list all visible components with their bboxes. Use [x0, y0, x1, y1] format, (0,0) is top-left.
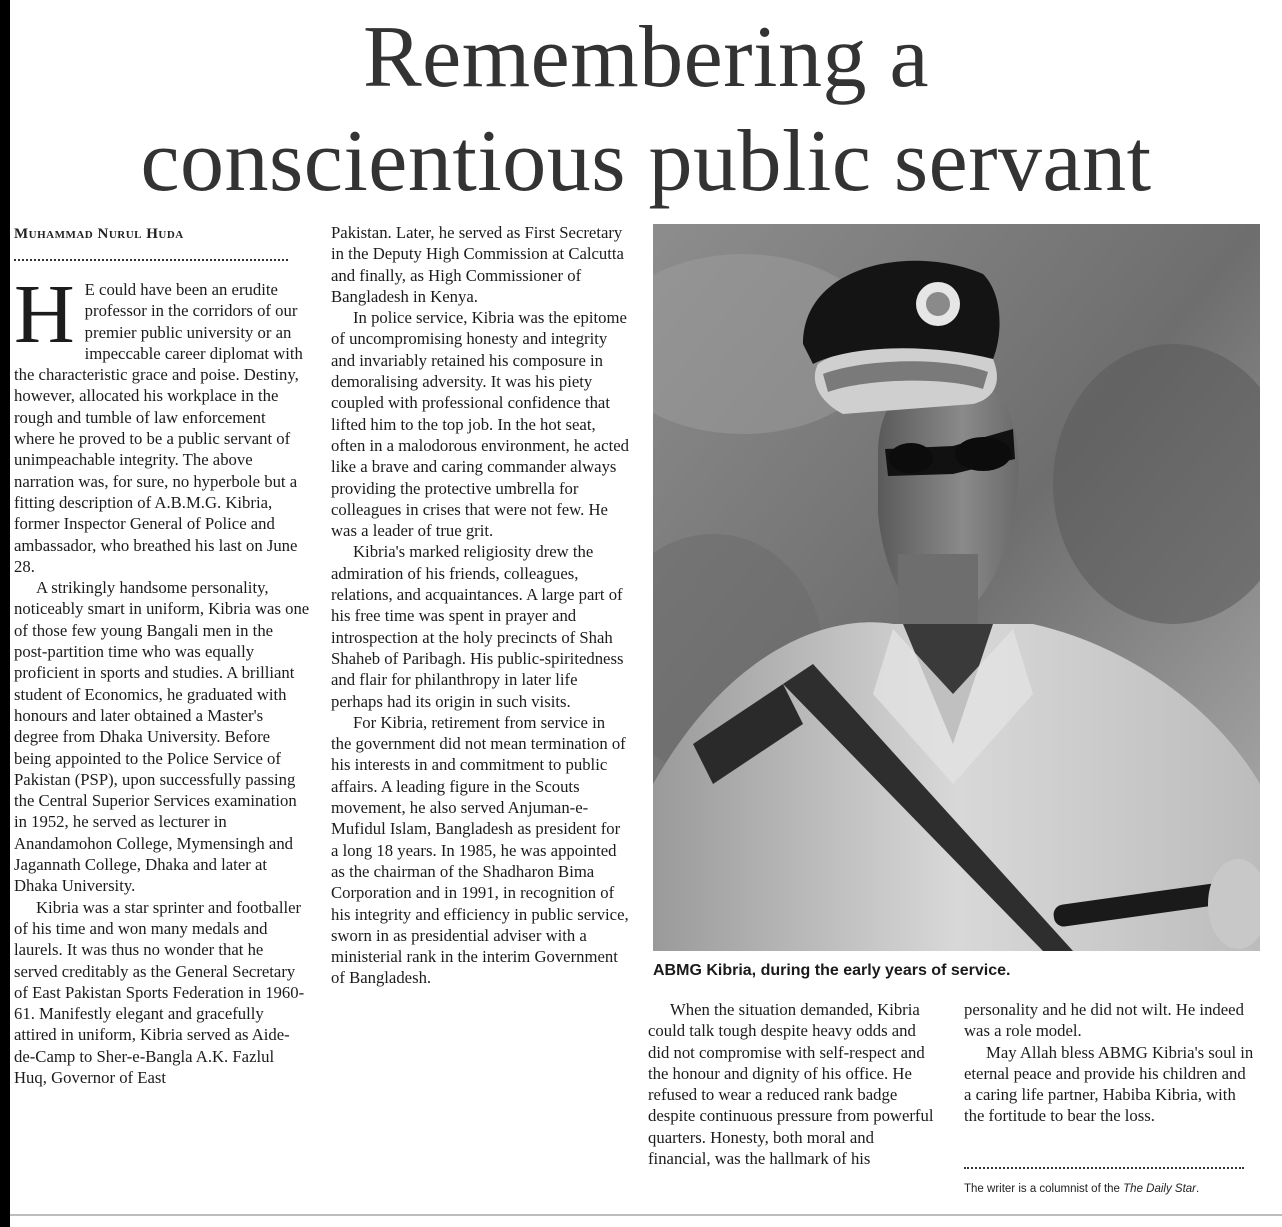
paragraph: May Allah bless ABMG Kibria's soul in eternal peace and provide his children and a caring life partner, Habiba Kibria, with the fortitude to bear the loss.	[964, 1042, 1254, 1126]
paragraph: When the situation demanded, Kibria could talk tough despite heavy odds and did not compromise with self-respect and the honour and dignity of his office. He refused to wear a reduced rank badge despite continuous pressure from powerful quarters. Honesty, both moral and financial, was the hallmark of his	[648, 1000, 934, 1169]
footnote-prefix: The writer is a columnist of the	[964, 1183, 1124, 1195]
paragraph: Kibria was a star sprinter and footballer of his time and won many medals and laurels. It was thus no wonder that he served creditably as the General Secretary of East Pakistan Sports Federation in 1960-61. Manifestly elegant and gracefully attired in uniform, Kibria served as Aide-de-Camp to Sher-e-Bangla A.K. Fazlul Huq, Governor of East	[14, 897, 305, 1087]
article-column-3	[648, 999, 938, 1169]
article-column-1	[14, 268, 310, 1088]
paragraph: A strikingly handsome personality, noticeably smart in uniform, Kibria was one of those few young Bangali men in the post-partition time who was equally proficient in sports and studies. A brilliant student of Economics, he graduated with honours and later obtained a Master's degree from Dhaka University. Before being appointed to the Police Service of Pakistan (PSP), upon successfully passing the Central Superior Services examination in 1952, he served as lecturer in Anandamohon College, Mymensingh and Jagannath College, Dhaka and later at Dhaka University.	[14, 578, 310, 896]
headline-line-1: Remembering a	[362, 9, 930, 106]
photo-caption: ABMG Kibria, during the early years of service.	[653, 962, 1011, 979]
paragraph: E could have been an erudite professor in the corridors of our premier public university or an impeccable career diplomat with the characteristic grace and poise. Destiny, however, allocated his workplace in the rough and tumble of law enforcement where he proved to be a public servant of unimpeachable integrity. The above narration was, for sure, no hyperbole but a fitting description of A.B.M.G. Kibria, former Inspector General of Police and ambassador, who breathed his last on June 28.	[14, 280, 303, 576]
bottom-rule	[10, 1214, 1282, 1216]
headline-line-2: conscientious public servant	[140, 113, 1152, 210]
drop-cap: H	[14, 268, 75, 361]
paragraph: For Kibria, retirement from service in the government did not mean termination of his interests in and commitment to public affairs. A leading figure in the Scouts movement, he also served Anjuman-e-Mufidul Islam, Bangladesh as president for a long 18 years. In 1985, he was appointed as the chairman of the Shadharon Bima Corporation and in 1991, in recognition of his integrity and efficiency in public service, sworn in as presidential adviser with a ministerial rank in the interim Government of Bangladesh.	[331, 712, 629, 988]
article-column-4	[964, 999, 1256, 1127]
portrait-illustration	[653, 224, 1260, 951]
footnote-publication: The Daily Star	[1123, 1183, 1197, 1195]
footnote-suffix: .	[1196, 1183, 1200, 1195]
paragraph: personality and he did not wilt. He indeed was a role model.	[964, 1000, 1244, 1041]
byline-dotted-rule	[14, 259, 288, 261]
author-footnote	[964, 1183, 1199, 1195]
portrait-photo	[653, 224, 1260, 951]
paragraph: In police service, Kibria was the epitome of uncompromising honesty and integrity and invariably retained his composure in demoralising adversity. It was his piety coupled with professional confidence that lifted him to the top job. In the hot seat, often in a malodorous environment, he acted like a brave and caring commander always providing the protective umbrella for colleagues in crises that were not few. He was a leader of true grit.	[331, 308, 629, 541]
article-column-2	[331, 222, 629, 989]
paragraph: Pakistan. Later, he served as First Secretary in the Deputy High Commission at Calcutta and finally, as High Commissioner of Bangladesh in Kenya.	[331, 223, 624, 306]
paragraph: Kibria's marked religiosity drew the admiration of his friends, colleagues, relations, and acquaintances. A large part of his free time was spent in prayer and introspection at the holy precincts of Shah Shaheb of Paribagh. His public-spiritedness and flair for philanthropy in later life perhaps had its origin in such visits.	[331, 542, 624, 711]
headline	[10, 6, 1282, 214]
author-byline: Muhammad Nurul Huda	[14, 226, 184, 242]
end-dotted-rule	[964, 1167, 1244, 1169]
left-margin-bar	[0, 0, 10, 1227]
